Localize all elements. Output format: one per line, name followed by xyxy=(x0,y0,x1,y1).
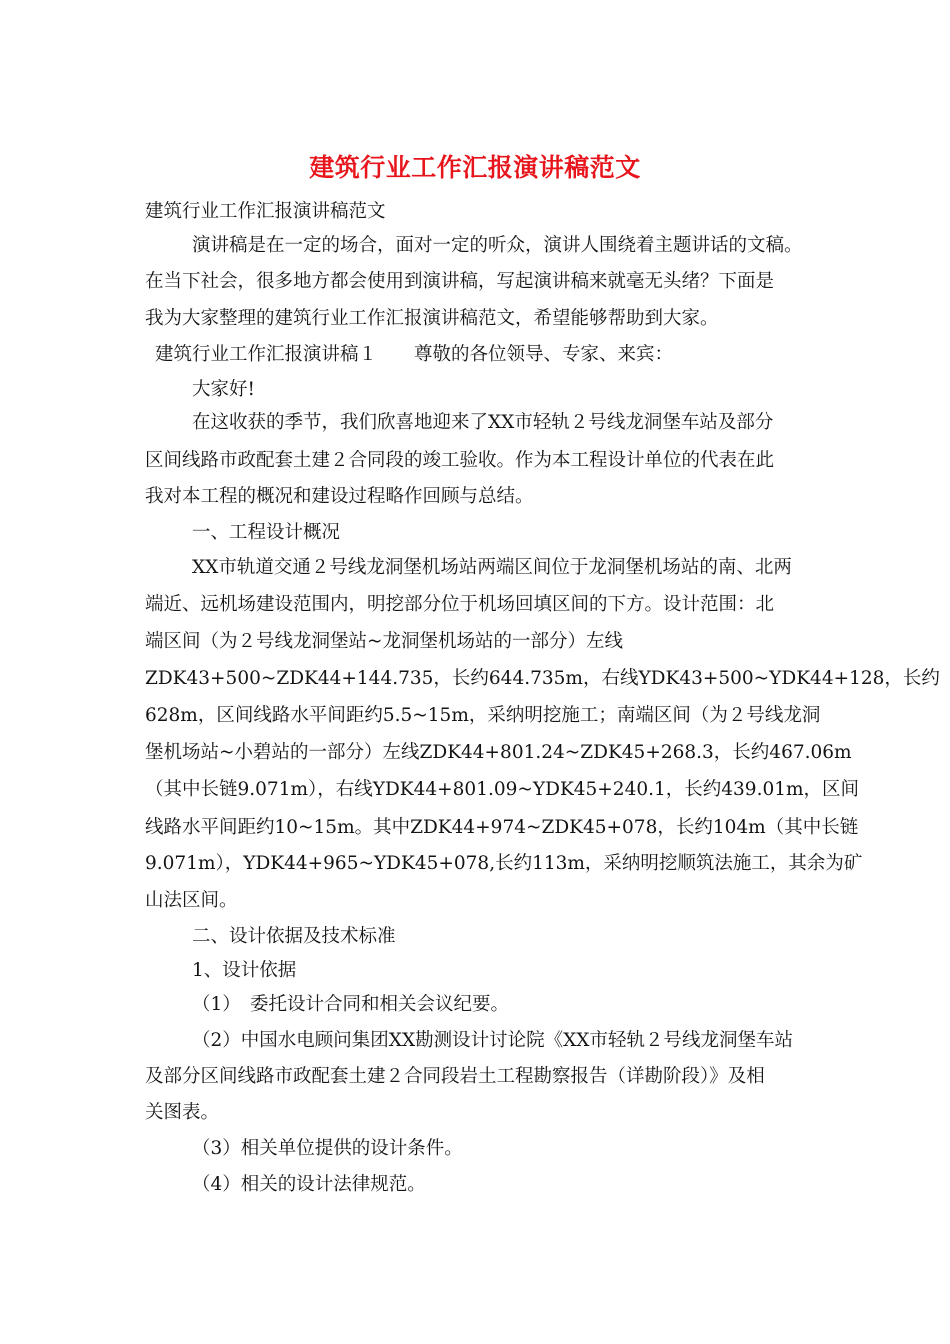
paragraph-line: 端区间（为２号线龙洞堡站~龙洞堡机场站的一部分）左线 xyxy=(145,631,624,652)
paragraph-line: ZDK43+500~ZDK44+144.735，长约644.735m，右线YDK43+500~YDK44+128，长约 xyxy=(145,668,940,689)
list-item-line: 关图表。 xyxy=(145,1102,220,1123)
list-item-line: 及部分区间线路市政配套土建２合同段岩土工程勘察报告（详勘阶段）》及相 xyxy=(145,1066,765,1087)
subtitle-line: 建筑行业工作汇报演讲稿范文 xyxy=(145,201,386,222)
paragraph-line: 在这收获的季节，我们欣喜地迎来了XX市轻轨２号线龙洞堡车站及部分 xyxy=(192,412,774,433)
paragraph-line: （其中长链9.071m），右线YDK44+801.09~YDK45+240.1，长约439.01m，区间 xyxy=(145,779,860,800)
paragraph-line: 区间线路市政配套土建２合同段的竣工验收。作为本工程设计单位的代表在此 xyxy=(145,450,775,471)
document-title: 建筑行业工作汇报演讲稿范文 xyxy=(309,153,641,182)
paragraph-line: 山法区间。 xyxy=(145,890,238,911)
paragraph-line: 在当下社会，很多地方都会使用到演讲稿，写起演讲稿来就毫无头绪？下面是 xyxy=(145,271,775,292)
greeting-line: 大家好! xyxy=(192,379,255,400)
paragraph-line: 我对本工程的概况和建设过程略作回顾与总结。 xyxy=(145,486,534,507)
subsection-heading-line: 1、设计依据 xyxy=(192,960,297,981)
paragraph-line: 我为大家整理的建筑行业工作汇报演讲稿范文，希望能够帮助到大家。 xyxy=(145,308,719,329)
section-heading-line: 二、设计依据及技术标准 xyxy=(192,926,396,947)
section-heading-line: 一、工程设计概况 xyxy=(192,522,341,543)
paragraph-line: 端近、远机场建设范围内，明挖部分位于机场回填区间的下方。设计范围：北 xyxy=(145,594,775,615)
paragraph-line: 线路水平间距约10~15m。其中ZDK44+974~ZDK45+078，长约104m（其中长链 xyxy=(145,817,859,838)
list-item-line: （3）相关单位提供的设计条件。 xyxy=(192,1138,463,1159)
paragraph-line: XX市轨道交通２号线龙洞堡机场站两端区间位于龙洞堡机场站的南、北两 xyxy=(192,557,792,578)
paragraph-line: 628m，区间线路水平间距约5.5~15m，采纳明挖施工；南端区间（为２号线龙洞 xyxy=(145,705,821,726)
paragraph-line: 堡机场站~小碧站的一部分）左线ZDK44+801.24~ZDK45+268.3，长约467.06m xyxy=(145,742,852,763)
list-item-line: （1） 委托设计合同和相关会议纪要。 xyxy=(192,994,510,1015)
list-item-line: （2）中国水电顾问集团XX勘测设计讨论院《XX市轻轨２号线龙洞堡车站 xyxy=(192,1030,793,1051)
list-item-line: （4）相关的设计法律规范。 xyxy=(192,1174,426,1195)
section-heading-line: 建筑行业工作汇报演讲稿１ 尊敬的各位领导、专家、来宾： xyxy=(155,344,674,365)
paragraph-line: 9.071m），YDK44+965~YDK45+078,长约113m，采纳明挖顺筑法施工，其余为矿 xyxy=(145,853,863,874)
paragraph-line: 演讲稿是在一定的场合，面对一定的听众，演讲人围绕着主题讲话的文稿。 xyxy=(192,235,803,256)
